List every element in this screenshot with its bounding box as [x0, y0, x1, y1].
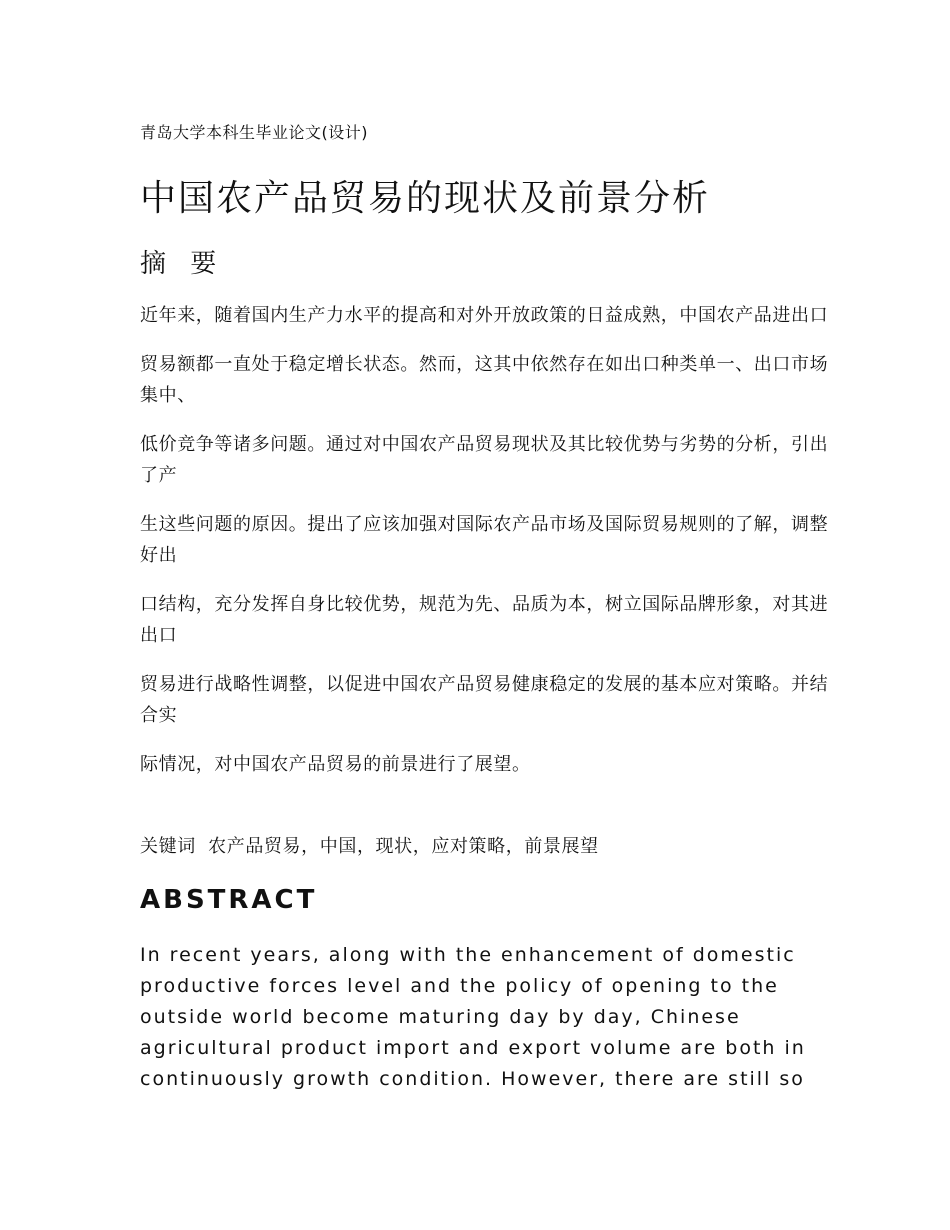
abstract-cn-paragraph: 生这些问题的原因。提出了应该加强对国际农产品市场及国际贸易规则的了解，调整好出	[140, 514, 829, 566]
keywords-label: 关键词	[140, 836, 196, 857]
abstract-en-line: productive forces level and the policy of opening to the	[140, 975, 779, 997]
abstract-en-body	[140, 940, 830, 1095]
abstract-en-heading: ABSTRACT	[140, 885, 318, 915]
abstract-cn-body	[140, 300, 830, 798]
keywords-value: 农产品贸易，中国，现状，应对策略，前景展望	[208, 836, 599, 857]
abstract-cn-paragraph: 口结构，充分发挥自身比较优势，规范为先、品质为本，树立国际品牌形象，对其进出口	[140, 594, 829, 646]
document-title: 中国农产品贸易的现状及前景分析	[140, 178, 711, 219]
keywords-line	[140, 832, 599, 858]
abstract-en-line: agricultural product import and export volume are both in	[140, 1037, 806, 1059]
abstract-en-line: continuously growth condition. However, there are still so	[140, 1068, 805, 1090]
abstract-cn-paragraph: 贸易进行战略性调整，以促进中国农产品贸易健康稳定的发展的基本应对策略。并结合实	[140, 674, 829, 726]
abstract-cn-heading: 摘 要	[140, 249, 225, 279]
abstract-cn-paragraph: 低价竞争等诸多问题。通过对中国农产品贸易现状及其比较优势与劣势的分析，引出了产	[140, 434, 829, 486]
abstract-en-line: In recent years, along with the enhancement of domestic	[140, 944, 796, 966]
abstract-cn-paragraph: 近年来，随着国内生产力水平的提高和对外开放政策的日益成熟，中国农产品进出口	[140, 305, 829, 326]
abstract-cn-paragraph: 贸易额都一直处于稳定增长状态。然而，这其中依然存在如出口种类单一、出口市场集中、	[140, 354, 829, 406]
abstract-cn-paragraph: 际情况，对中国农产品贸易的前景进行了展望。	[140, 754, 531, 775]
thesis-header: 青岛大学本科生毕业论文(设计)	[140, 123, 368, 142]
abstract-en-line: outside world become maturing day by day, Chinese	[140, 1006, 741, 1028]
